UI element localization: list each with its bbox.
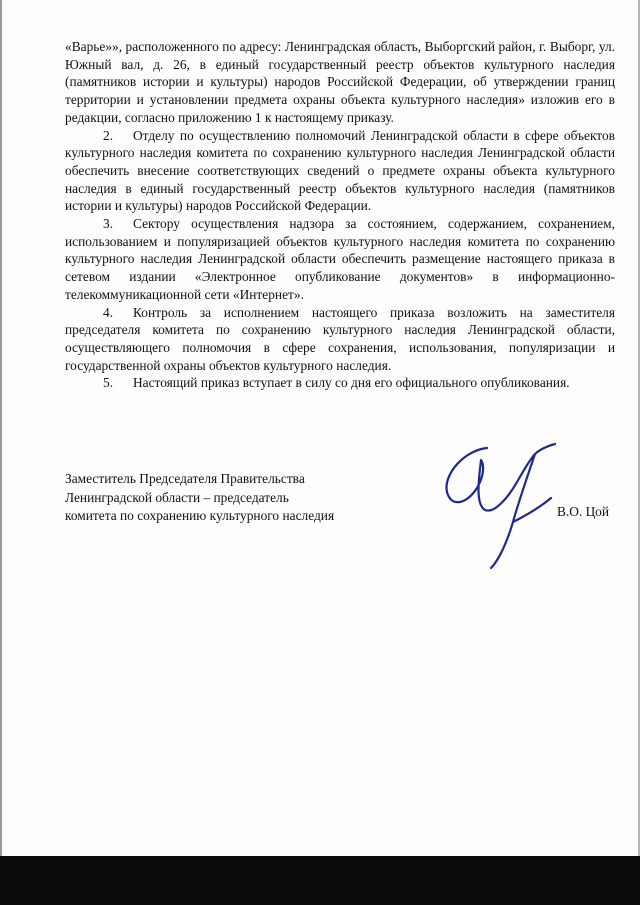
scan-border-bottom [0,856,640,905]
item-text: Контроль за исполнением настоящего приказа возложить на заместителя председателя комитета по сохранению культурного наследия Ленинградской области, осуществляющего полномочия в сфере сохранения, использования, популяризации и государственной охраны объектов культурного наследия. [65,304,615,373]
list-item [65,374,615,392]
item-text: Отделу по осуществлению полномочий Ленинградской области в сфере объектов культурного наследия комитета по сохранению культурного наследия Ленинградской области обеспечить внесение соответствующих сведений о предмете охраны объекта культурного наследия в единый государственный реестр объектов культурного наследия (памятников истории и культуры) народов Российской Федерации. [65,127,615,214]
document-body [65,38,615,392]
signatory-title-line: Заместитель Председателя Правительства [65,471,305,486]
intro-paragraph: «Варье»», расположенного по адресу: Ленинградская область, Выборгский район, г. Выборг, ул. Южный вал, д. 26, в единый государственный реестр объектов культурного наследия (памятников истории и культуры) народов Российской Федерации, об утверждении границ территории и установлении предмета охраны объекта культурного наследия» изложив его в редакции, согласно приложению 1 к настоящему приказу. [65,39,615,125]
item-text: Сектору осуществления надзора за состоянием, содержанием, сохранением, использованием и популяризацией объектов культурного наследия комитета по сохранению культурного наследия Ленинградской области обеспечить размещение настоящего приказа в сетевом издании «Электронное опубликование документов» в информационно-телекоммуникационной сети «Интернет». [65,216,615,302]
item-number: 4. [103,304,114,320]
item-number: 5. [103,375,114,391]
list-item [65,215,615,304]
signatory-title [65,470,385,526]
handwritten-signature [435,438,565,578]
list-item [65,127,615,216]
signer-name: В.О. Цой [557,504,609,519]
signatory-title-line: комитета по сохранению культурного наследия [65,508,335,523]
signatory-title-line: Ленинградской области – председатель [65,489,289,505]
list-item [65,304,615,375]
scan-edge-left [0,0,2,905]
item-number: 3. [103,216,114,232]
item-number: 2. [103,127,114,143]
item-text: Настоящий приказ вступает в силу со дня его официального опубликования. [133,375,570,391]
